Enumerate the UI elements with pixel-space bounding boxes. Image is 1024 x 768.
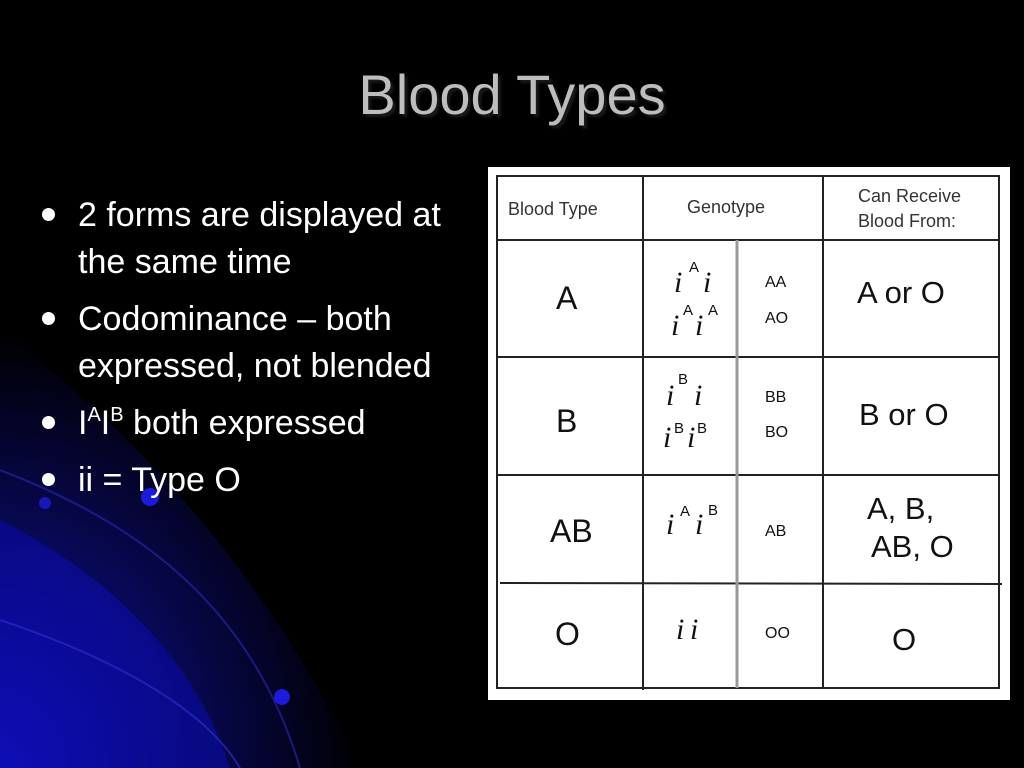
row-o-type: O	[555, 616, 580, 652]
bullet-dot-icon	[42, 312, 55, 325]
genotype-i: i	[674, 266, 683, 299]
genotype-superscript: A	[683, 302, 694, 319]
row-b-type: B	[556, 403, 578, 439]
header-blood-from: Blood From:	[858, 211, 957, 231]
slide-title: Blood Types	[358, 63, 666, 126]
allele-superscript: B	[110, 404, 124, 426]
genotype-i: i	[666, 379, 675, 412]
header-genotype: Genotype	[687, 197, 766, 217]
allele-letter: I	[78, 404, 88, 442]
genotype-superscript: A	[708, 302, 719, 319]
genotype-i: i	[703, 266, 712, 299]
genotype-i: i	[671, 309, 680, 342]
genotype-superscript: B	[708, 502, 719, 519]
bullet-item	[40, 296, 480, 390]
row-a-type: A	[556, 280, 578, 316]
row-ab-receive-1: A, B,	[867, 491, 935, 526]
row-ab-type: AB	[550, 513, 593, 549]
genotype-i: i	[695, 309, 704, 342]
genotype-superscript: B	[697, 420, 708, 437]
row-ab-allele: AB	[765, 523, 787, 540]
genotype-i: i	[694, 379, 703, 412]
bullet-list	[40, 192, 480, 514]
row-a-allele-1: AA	[765, 274, 787, 291]
bullet-item	[40, 400, 480, 447]
bullet-text: Codominance – both expressed, not blended	[78, 300, 432, 385]
genotype-i: i	[690, 613, 699, 646]
bullet-item	[40, 457, 480, 504]
genotype-superscript: B	[674, 420, 685, 437]
header-can-receive: Can Receive	[858, 186, 962, 206]
blood-type-table	[488, 167, 1010, 700]
bullet-dot-icon	[42, 473, 55, 486]
row-b-receive: B or O	[859, 397, 949, 432]
row-o-receive: O	[892, 622, 917, 657]
bullet-text: 2 forms are displayed at the same time	[78, 196, 441, 281]
allele-superscript: A	[87, 404, 101, 426]
genotype-superscript: B	[678, 371, 689, 388]
row-a-allele-2: AO	[765, 310, 789, 327]
row-b-allele-2: BO	[765, 424, 789, 441]
bullet-dot-icon	[42, 416, 55, 429]
row-a-receive: A or O	[857, 275, 945, 310]
bullet-text: ii = Type O	[78, 461, 241, 499]
genotype-i: i	[687, 421, 696, 454]
genotype-i: i	[663, 421, 672, 454]
row-b-allele-1: BB	[765, 389, 787, 406]
allele-letter: I	[100, 404, 111, 442]
genotype-superscript: A	[689, 259, 700, 276]
bullet-text: both expressed	[123, 404, 366, 442]
genotype-i: i	[695, 508, 704, 541]
bullet-item	[40, 192, 480, 286]
row-o-allele: OO	[765, 625, 790, 642]
genotype-i: i	[676, 613, 685, 646]
row-ab-receive-2: AB, O	[871, 529, 954, 564]
genotype-i: i	[666, 508, 675, 541]
genotype-superscript: A	[680, 503, 691, 520]
header-blood-type: Blood Type	[508, 199, 598, 219]
bullet-dot-icon	[42, 208, 55, 221]
